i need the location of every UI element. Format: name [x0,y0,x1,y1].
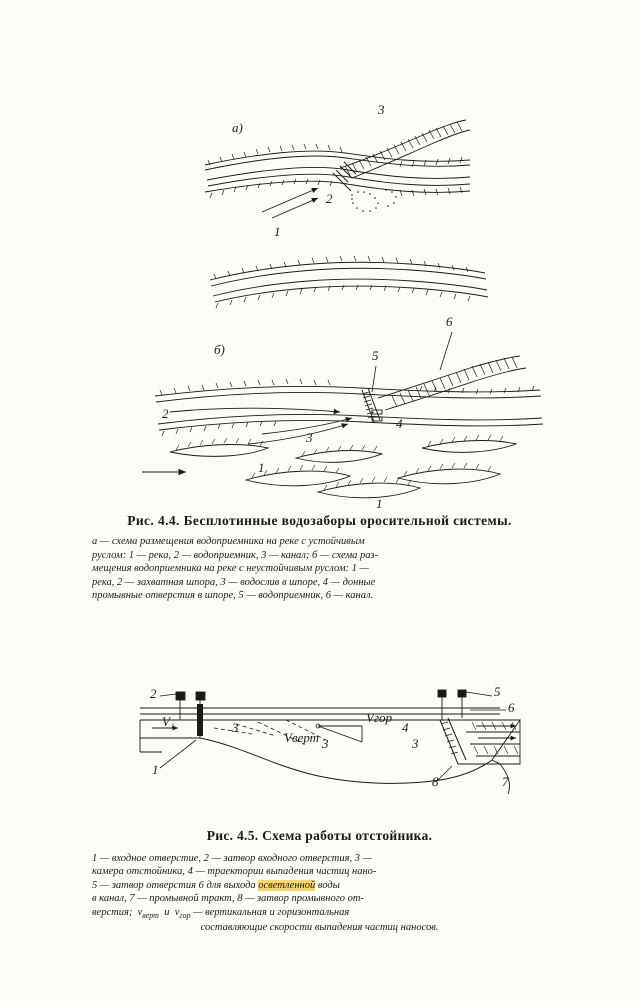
figure-b-number-4: 4 [396,416,403,431]
figure-2-number-3b: 3 [412,736,419,751]
caption2-line-6: составляющие скорости выпадения частиц наносов. [200,922,439,934]
figure-2-number-7: 7 [502,774,509,789]
caption2-line-5: верстия; $v_{верт}$ и $v_{гор}$ — вертикальная и горизонтальная [92,906,350,920]
figure-2-number-8: 8 [432,774,439,789]
figure-b-number-2: 2 [162,406,169,421]
figure-4-4-caption-body [0,535,639,602]
figure-2-number-4: 4 [402,720,409,735]
figure-4-5-caption [0,828,639,935]
panel-a-label: а) [232,120,243,135]
figure-4-5-caption-body [0,852,639,935]
panel-b-label: б) [214,342,225,357]
velocity-v1-label: V₁ [162,714,175,729]
figure-b-number-5: 5 [372,348,379,363]
figure-2-number-1: 1 [152,762,159,777]
caption-line-5: промывные отверстия в шпоре, 5 — водоприемник, 6 — канал. [92,589,374,601]
figure-b-number-1a: 1 [258,460,265,475]
caption-line-2: руслом: 1 — река, 2 — водоприемник, 3 — канал; б — схема раз- [92,549,379,561]
figure-2-number-3a: 3 [232,720,239,735]
figure-4-4 [0,40,639,510]
caption-line-4: река, 2 — захватная шпора, 3 — водослив в шпоре, 4 — донные [92,576,376,588]
caption2-line-4: в канал, 7 — промывной тракт, 8 — затвор промывного от- [92,893,365,905]
caption2-line-3: 5 — затвор отверстия 6 для выхода осветленной воды [92,879,340,891]
figure-4-5-drawing [0,660,639,825]
highlighted-word: осветленной [258,879,316,891]
figure-a-number-2: 2 [326,191,333,206]
figure-a-number-3: 3 [378,102,385,117]
figure-b-number-1b: 1 [376,496,383,510]
caption-line-3: мещения водоприемника на реке с неустойчивым руслом: 1 — [92,563,369,575]
figure-4-5-caption-title: Рис. 4.5. Схема работы отстойника. [206,828,433,843]
velocity-vvert-sub: 3 [322,736,329,751]
figure-b-number-3: 3 [306,430,313,445]
velocity-vvert-label: Vверт [284,730,320,745]
caption-line-1: а — схема размещения водоприемника на реке с устойчивым [92,536,365,548]
figure-2-number-2: 2 [150,686,157,701]
caption2-line-2: камера отстойника, 4 — траектории выпадения частиц нано- [92,866,377,878]
figure-4-4-caption-title: Рис. 4.4. Бесплотинные водозаборы оросительной системы. [127,513,512,528]
figure-4-4-caption [0,512,639,602]
figure-a-number-1: 1 [274,224,281,239]
figure-2-number-6: 6 [508,700,515,715]
figure-2-number-5: 5 [494,684,501,699]
caption2-line-1: 1 — входное отверстие, 2 — затвор входного отверстия, 3 — [92,853,372,864]
figure-4-4-drawing [0,40,639,510]
figure-4-5 [0,660,639,825]
velocity-vgor-label: Vгор [366,710,393,725]
figure-b-number-6: 6 [446,314,453,329]
